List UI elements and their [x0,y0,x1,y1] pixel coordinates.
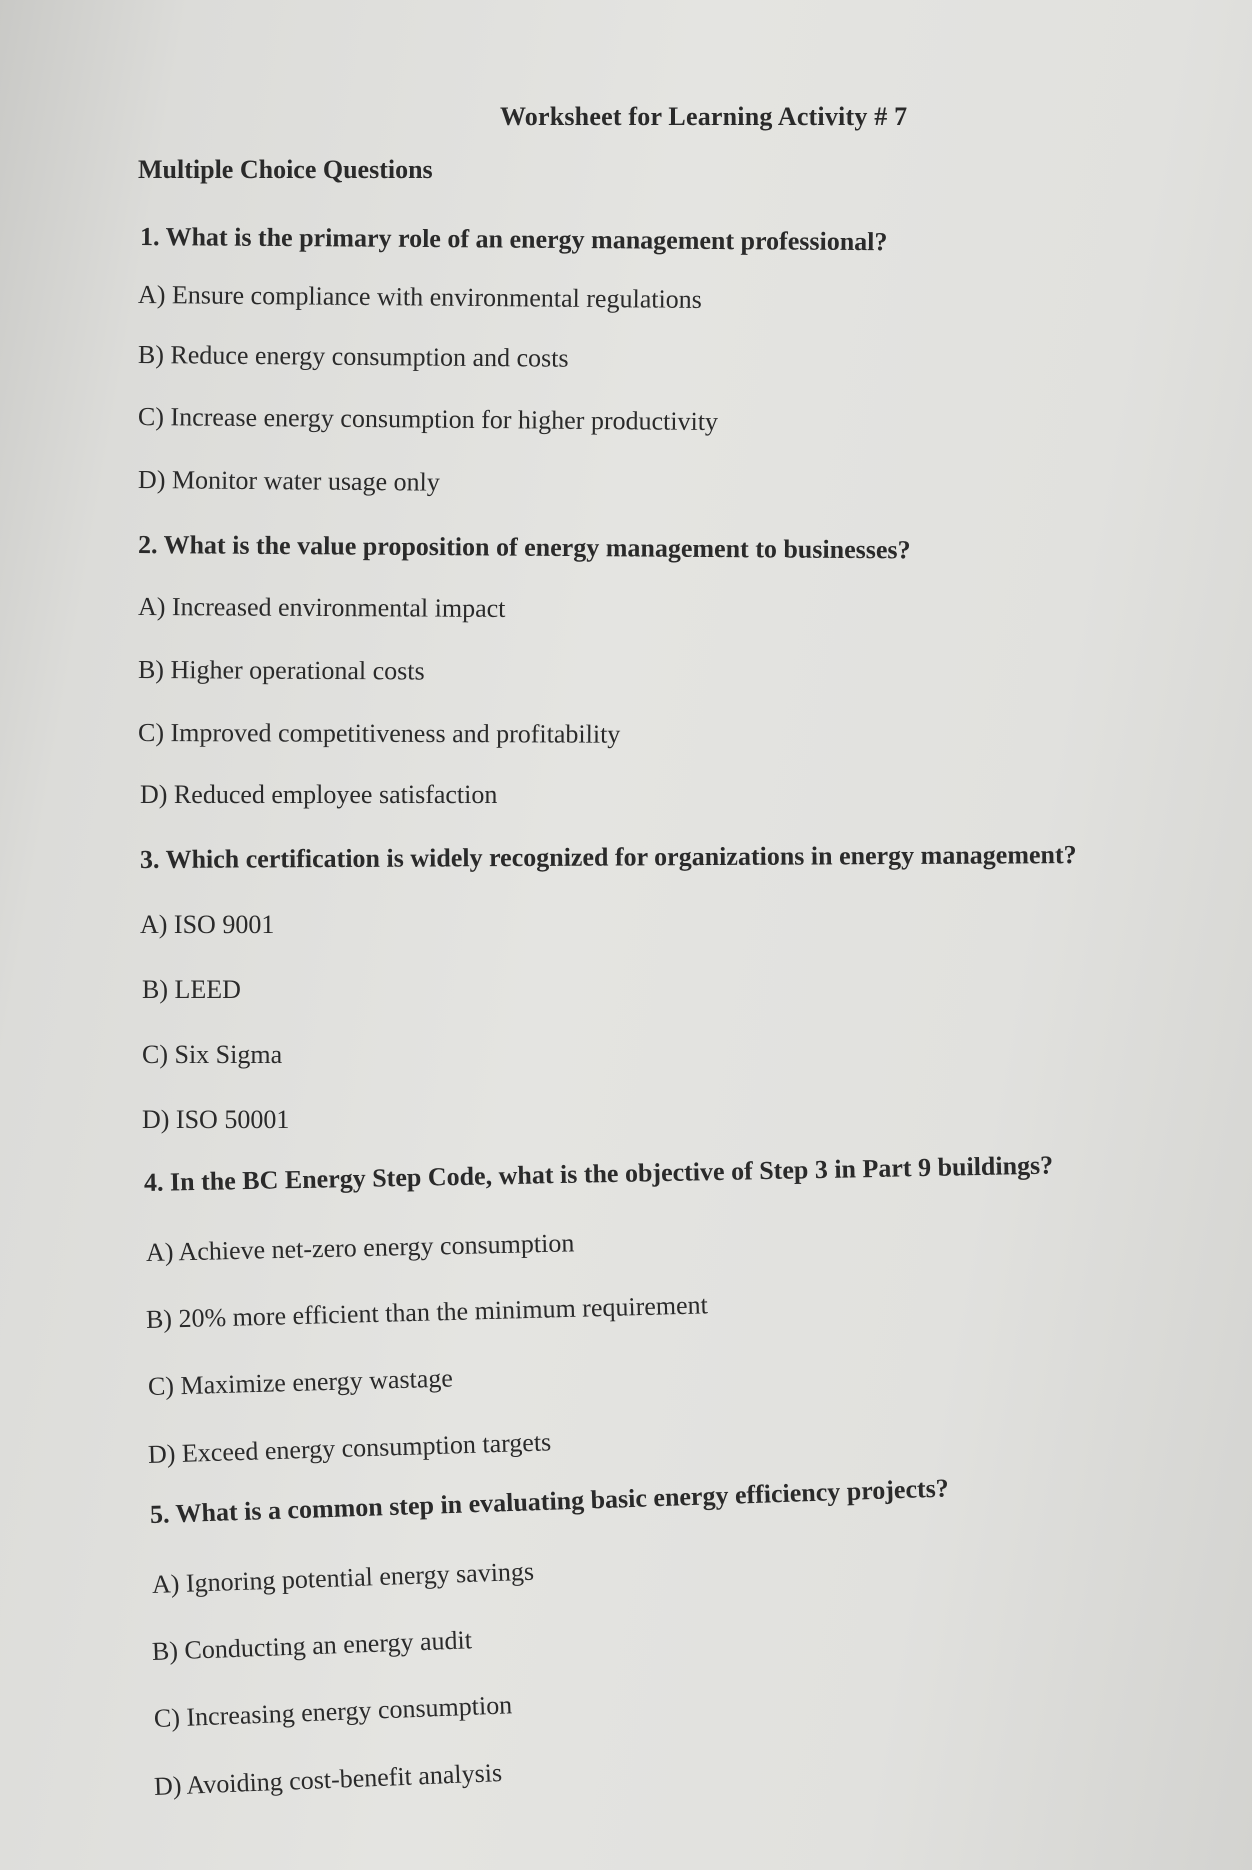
question-5-option-d: D) Avoiding cost-benefit analysis [153,1758,503,1801]
question-4-option-d: D) Exceed energy consumption targets [147,1427,552,1469]
question-5-option-b: B) Conducting an energy audit [151,1625,473,1666]
question-3-option-b: B) LEED [142,975,241,1004]
question-3-text: 3. Which certification is widely recognized for organizations in energy management? [139,840,1077,874]
question-3-option-c: C) Six Sigma [142,1040,283,1069]
question-1-option-a: A) Ensure compliance with environmental regulations [137,280,703,314]
question-3-option-d: D) ISO 50001 [142,1105,290,1134]
worksheet-title: Worksheet for Learning Activity # 7 [500,102,908,131]
question-4-option-c: C) Maximize energy wastage [147,1363,454,1401]
question-1-option-d: D) Monitor water usage only [137,465,440,497]
question-2-text: 2. What is the value proposition of energy management to businesses? [137,530,911,565]
question-2-option-b: B) Higher operational costs [137,655,425,686]
question-4-option-a: A) Achieve net-zero energy consumption [145,1228,575,1267]
question-5-option-c: C) Increasing energy consumption [153,1690,513,1733]
question-2-option-a: A) Increased environmental impact [137,592,506,623]
question-1-text: 1. What is the primary role of an energy management professional? [139,222,888,257]
question-4-option-b: B) 20% more efficient than the minimum requirement [145,1290,709,1334]
question-5-option-a: A) Ignoring potential energy savings [151,1556,535,1599]
question-1-option-c: C) Increase energy consumption for higher productivity [137,402,719,437]
section-heading: Multiple Choice Questions [138,155,433,184]
question-2-option-c: C) Improved competitiveness and profitability [137,718,621,749]
question-5-text: 5. What is a common step in evaluating basic energy efficiency projects? [149,1473,950,1529]
question-2-option-d: D) Reduced employee satisfaction [140,780,498,809]
question-4-text: 4. In the BC Energy Step Code, what is the objective of Step 3 in Part 9 buildings? [143,1150,1054,1197]
question-3-option-a: A) ISO 9001 [140,910,275,939]
question-1-option-b: B) Reduce energy consumption and costs [137,340,569,373]
